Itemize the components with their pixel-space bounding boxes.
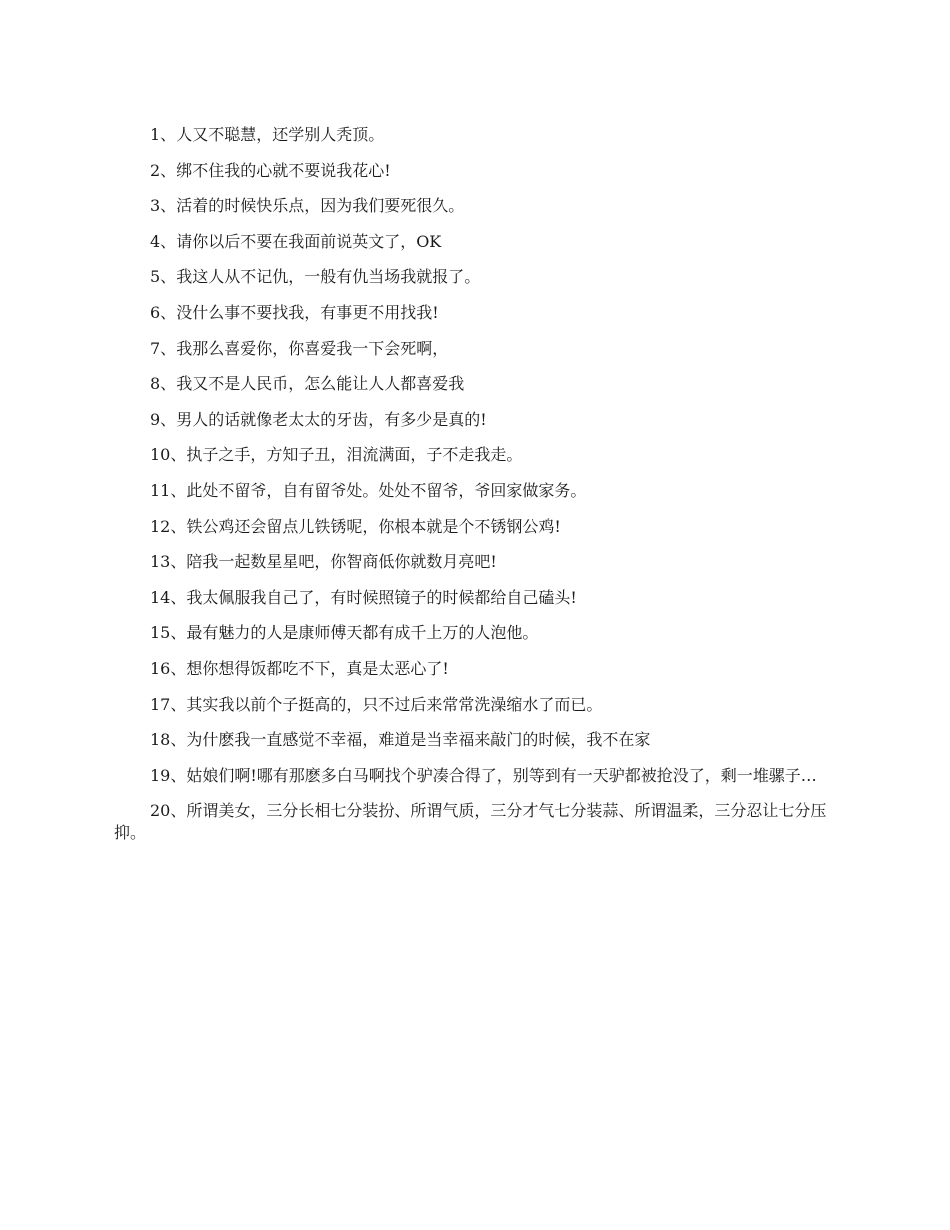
- item-text: 男人的话就像老太太的牙齿，有多少是真的!: [176, 409, 487, 429]
- item-number: 10、: [150, 445, 187, 465]
- item-number: 11、: [150, 480, 187, 500]
- list-item: [114, 516, 832, 538]
- item-text: 执子之手，方知子丑，泪流满面，子不走我走。: [186, 445, 523, 465]
- item-text: 想你想得饭都吃不下，真是太恶心了!: [186, 658, 449, 678]
- list-item: [114, 765, 832, 787]
- item-number: 2、: [150, 160, 177, 180]
- item-text: 我又不是人民币，怎么能让人人都喜爱我: [176, 374, 465, 394]
- list-item: [114, 231, 832, 253]
- joke-list: [114, 124, 832, 858]
- list-item: [114, 195, 832, 217]
- item-text: 请你以后不要在我面前说英文了，OK: [176, 231, 442, 251]
- item-number: 17、: [150, 694, 187, 714]
- item-text: 人又不聪慧，还学别人秃顶。: [176, 125, 385, 144]
- list-item: [114, 124, 832, 146]
- item-number: 13、: [150, 552, 187, 572]
- list-item: [114, 694, 832, 716]
- item-text: 所谓美女，三分长相七分装扮、所谓气质，三分才气七分装蒜、所谓温柔，三分忍让七分压抑。: [114, 801, 827, 843]
- item-text: 我这人从不记仇，一般有仇当场我就报了。: [176, 267, 481, 287]
- item-text: 铁公鸡还会留点儿铁锈呢，你根本就是个不锈钢公鸡!: [186, 516, 561, 536]
- item-text: 我那么喜爱你，你喜爱我一下会死啊，: [176, 338, 449, 358]
- item-text: 陪我一起数星星吧，你智商低你就数月亮吧!: [186, 552, 497, 572]
- item-text: 为什麽我一直感觉不幸福，难道是当幸福来敲门的时候，我不在家: [186, 730, 651, 750]
- item-number: 15、: [150, 623, 187, 643]
- list-item: [114, 587, 832, 609]
- item-text: 没什么事不要找我，有事更不用找我!: [176, 302, 439, 322]
- list-item: [114, 444, 832, 466]
- list-item: [114, 622, 832, 644]
- item-number: 16、: [150, 658, 187, 678]
- list-item: [114, 338, 832, 360]
- item-number: 1、: [150, 125, 177, 144]
- item-number: 4、: [150, 231, 177, 251]
- list-item: [114, 373, 832, 395]
- item-number: 7、: [150, 338, 177, 358]
- list-item: [114, 160, 832, 182]
- item-number: 9、: [150, 409, 177, 429]
- item-text: 最有魅力的人是康师傅天都有成千上万的人泡他。: [186, 623, 539, 643]
- list-item: [114, 302, 832, 324]
- item-text: 姑娘们啊!哪有那麽多白马啊找个驴凑合得了，别等到有一天驴都被抢没了，剩一堆骡子…: [186, 765, 817, 785]
- item-number: 19、: [150, 765, 187, 785]
- item-number: 3、: [150, 196, 177, 216]
- list-item: [114, 266, 832, 288]
- list-item: [114, 480, 832, 502]
- item-number: 6、: [150, 302, 177, 322]
- list-item: [114, 409, 832, 431]
- item-text: 我太佩服我自己了，有时候照镜子的时候都给自己磕头!: [186, 587, 577, 607]
- item-text: 绑不住我的心就不要说我花心!: [176, 160, 391, 180]
- item-number: 20、: [150, 801, 187, 821]
- list-item: [114, 800, 832, 844]
- item-number: 12、: [150, 516, 187, 536]
- list-item: [114, 551, 832, 573]
- list-item: [114, 658, 832, 680]
- item-number: 5、: [150, 267, 177, 287]
- item-text: 其实我以前个子挺高的，只不过后来常常洗澡缩水了而已。: [186, 694, 603, 714]
- item-text: 此处不留爷，自有留爷处。处处不留爷，爷回家做家务。: [186, 480, 587, 500]
- list-item: [114, 729, 832, 751]
- item-number: 8、: [150, 374, 177, 394]
- item-text: 活着的时候快乐点，因为我们要死很久。: [176, 196, 465, 216]
- item-number: 18、: [150, 730, 187, 750]
- item-number: 14、: [150, 587, 187, 607]
